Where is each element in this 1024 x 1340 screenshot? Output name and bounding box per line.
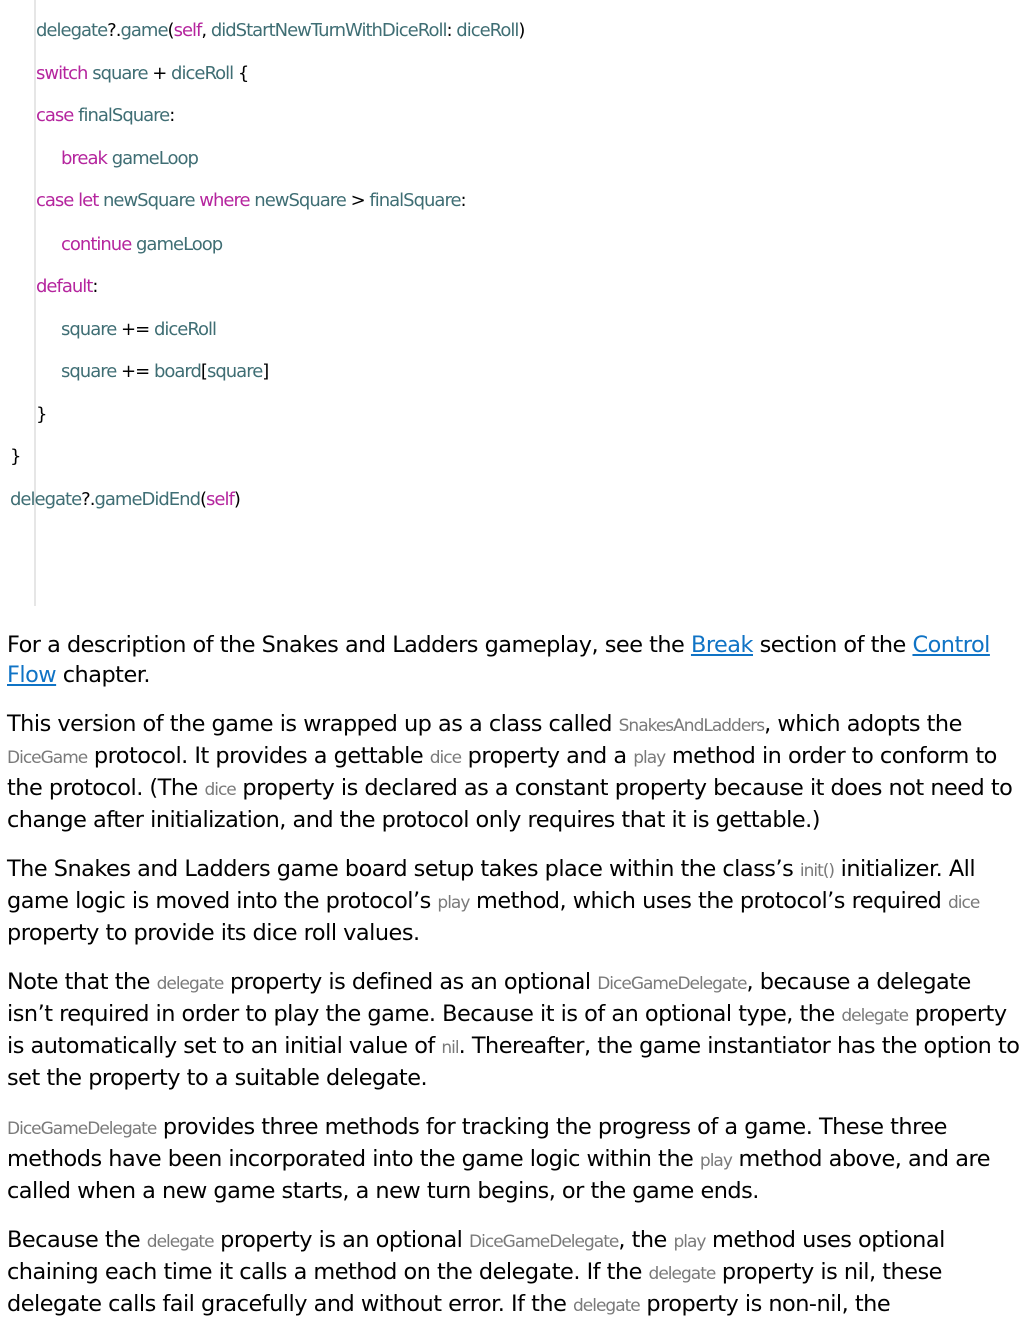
text: property to provide its dice roll values. <box>7 920 420 946</box>
code-line-8 <box>61 318 216 342</box>
code-token: self <box>206 489 234 510</box>
text: provides three methods for tracking the progress of a game. These three methods have been incorporated into the game logic within the <box>7 1114 947 1172</box>
code-token: delegate <box>36 20 108 41</box>
inline-code: play <box>437 893 470 913</box>
paragraph-class-description <box>7 709 1021 835</box>
text: chapter. <box>56 662 150 688</box>
code-token: , <box>201 20 211 41</box>
code-token: case <box>36 105 74 126</box>
code-token: ?. <box>81 489 95 510</box>
code-token: delegate <box>10 489 82 510</box>
code-token: diceRoll <box>456 20 519 41</box>
code-line-11: } <box>10 446 21 467</box>
code-token: : <box>460 190 466 211</box>
code-token: break <box>61 148 107 169</box>
code-token: : <box>92 276 98 297</box>
code-token: + <box>147 63 172 84</box>
code-token: [ <box>200 361 207 382</box>
code-token: ) <box>233 489 240 510</box>
code-token: continue <box>61 234 132 255</box>
code-token: board <box>153 361 201 382</box>
text: property is an optional <box>213 1227 470 1253</box>
code-line-1 <box>36 19 524 43</box>
text: property is declared as a constant property because it does not need to change after initialization, and the protocol only requires that it is gettable.) <box>7 775 1013 833</box>
paragraph-optional-chaining <box>7 1225 1021 1321</box>
inline-code: DiceGameDelegate <box>597 974 747 994</box>
code-token: where <box>194 190 250 211</box>
text: Note that the <box>7 969 157 995</box>
code-block <box>0 0 1024 606</box>
code-token: square <box>61 361 117 382</box>
code-line-6 <box>61 233 222 257</box>
inline-code: delegate <box>156 974 224 994</box>
code-token: square <box>87 63 148 84</box>
paragraph-board-setup <box>7 854 1021 948</box>
code-token: gameLoop <box>106 148 198 169</box>
control-flow-link[interactable]: Control Flow <box>7 632 990 688</box>
text: , the <box>618 1227 674 1253</box>
text: method in order to conform to the protocol. (The <box>7 743 997 801</box>
text: property is defined as an optional <box>223 969 598 995</box>
code-token: diceRoll <box>153 319 217 340</box>
inline-code: dice <box>948 893 980 913</box>
code-line-5 <box>36 189 466 213</box>
code-line-3 <box>36 104 174 128</box>
paragraph-delegate-methods <box>7 1112 1021 1206</box>
text: . Thereafter, the game instantiator has the option to set the property to a suitable delegate. <box>7 1033 1020 1091</box>
text: method uses optional chaining each time it calls a method on the delegate. If the <box>7 1227 945 1285</box>
prose-section <box>7 630 1021 1340</box>
code-token: newSquare <box>98 190 195 211</box>
code-token: newSquare <box>249 190 346 211</box>
text: method, which uses the protocol’s required <box>469 888 949 914</box>
text: For a description of the Snakes and Ladders gameplay, see the <box>7 632 691 658</box>
text: property is automatically set to an initial value of <box>7 1001 1007 1059</box>
code-token: gameDidEnd <box>94 489 201 510</box>
paragraph-optional-delegate <box>7 967 1021 1093</box>
text: initializer. All game logic is moved into the protocol’s <box>7 856 976 914</box>
inline-code: play <box>699 1151 732 1171</box>
inline-code: dice <box>204 780 236 800</box>
text: protocol. It provides a gettable <box>87 743 430 769</box>
text: method above, and are called when a new game starts, a new turn begins, or the game ends. <box>7 1146 990 1204</box>
code-indent-rule <box>34 0 36 606</box>
code-line-2 <box>36 62 248 86</box>
text: , because a delegate isn’t required in order to play the game. Because it is of an optional type, the <box>7 969 971 1027</box>
code-token: diceRoll <box>171 63 234 84</box>
inline-code: dice <box>429 748 462 768</box>
inline-code: DiceGameDelegate <box>7 1119 157 1139</box>
code-line-9 <box>61 360 268 384</box>
code-token: finalSquare <box>369 190 461 211</box>
code-line-7 <box>36 275 97 299</box>
code-line-12 <box>10 488 240 512</box>
text: section of the <box>753 632 913 658</box>
code-token: += <box>116 319 154 340</box>
inline-code: DiceGameDelegate <box>469 1232 619 1252</box>
text: Because the <box>7 1227 147 1253</box>
code-token: square <box>61 319 117 340</box>
code-line-10: } <box>36 404 47 425</box>
inline-code: init() <box>799 861 835 881</box>
code-token: ] <box>262 361 269 382</box>
text: property is non-nil, the <box>639 1291 891 1317</box>
code-token: ?. <box>107 20 121 41</box>
code-token: gameLoop <box>131 234 223 255</box>
inline-code: delegate <box>841 1006 909 1026</box>
code-token: let <box>73 190 99 211</box>
code-token: square <box>206 361 263 382</box>
code-token: switch <box>36 63 88 84</box>
code-line-4 <box>61 147 198 171</box>
text: , which adopts the <box>764 711 962 737</box>
code-token: ( <box>200 489 207 510</box>
text: property and a <box>461 743 634 769</box>
code-token: default <box>36 276 93 297</box>
code-token: { <box>233 63 249 84</box>
paragraph-gameplay-reference <box>7 630 1021 690</box>
code-token: game <box>120 20 168 41</box>
break-link[interactable]: Break <box>690 632 753 658</box>
code-token: ( <box>167 20 174 41</box>
inline-code: delegate <box>146 1232 214 1252</box>
inline-code: delegate <box>573 1296 640 1316</box>
inline-code: delegate <box>648 1264 716 1284</box>
text: The Snakes and Ladders game board setup takes place within the class’s <box>7 856 800 882</box>
code-token: ) <box>518 20 525 41</box>
inline-code: play <box>673 1232 706 1252</box>
code-token: case <box>36 190 74 211</box>
code-token: += <box>116 361 154 382</box>
code-token: didStartNewTurnWithDiceRoll <box>210 20 447 41</box>
text: This version of the game is wrapped up as a class called <box>7 711 619 737</box>
text: property is nil, these delegate calls fail gracefully and without error. If the <box>7 1259 942 1317</box>
code-token: : <box>169 105 175 126</box>
inline-code: nil <box>441 1038 459 1058</box>
code-token: > <box>345 190 370 211</box>
inline-code: SnakesAndLadders <box>618 716 765 736</box>
inline-code: DiceGame <box>7 748 88 768</box>
code-token: finalSquare <box>73 105 170 126</box>
code-token: : <box>446 20 457 41</box>
inline-code: play <box>633 748 666 768</box>
code-token: self <box>173 20 202 41</box>
